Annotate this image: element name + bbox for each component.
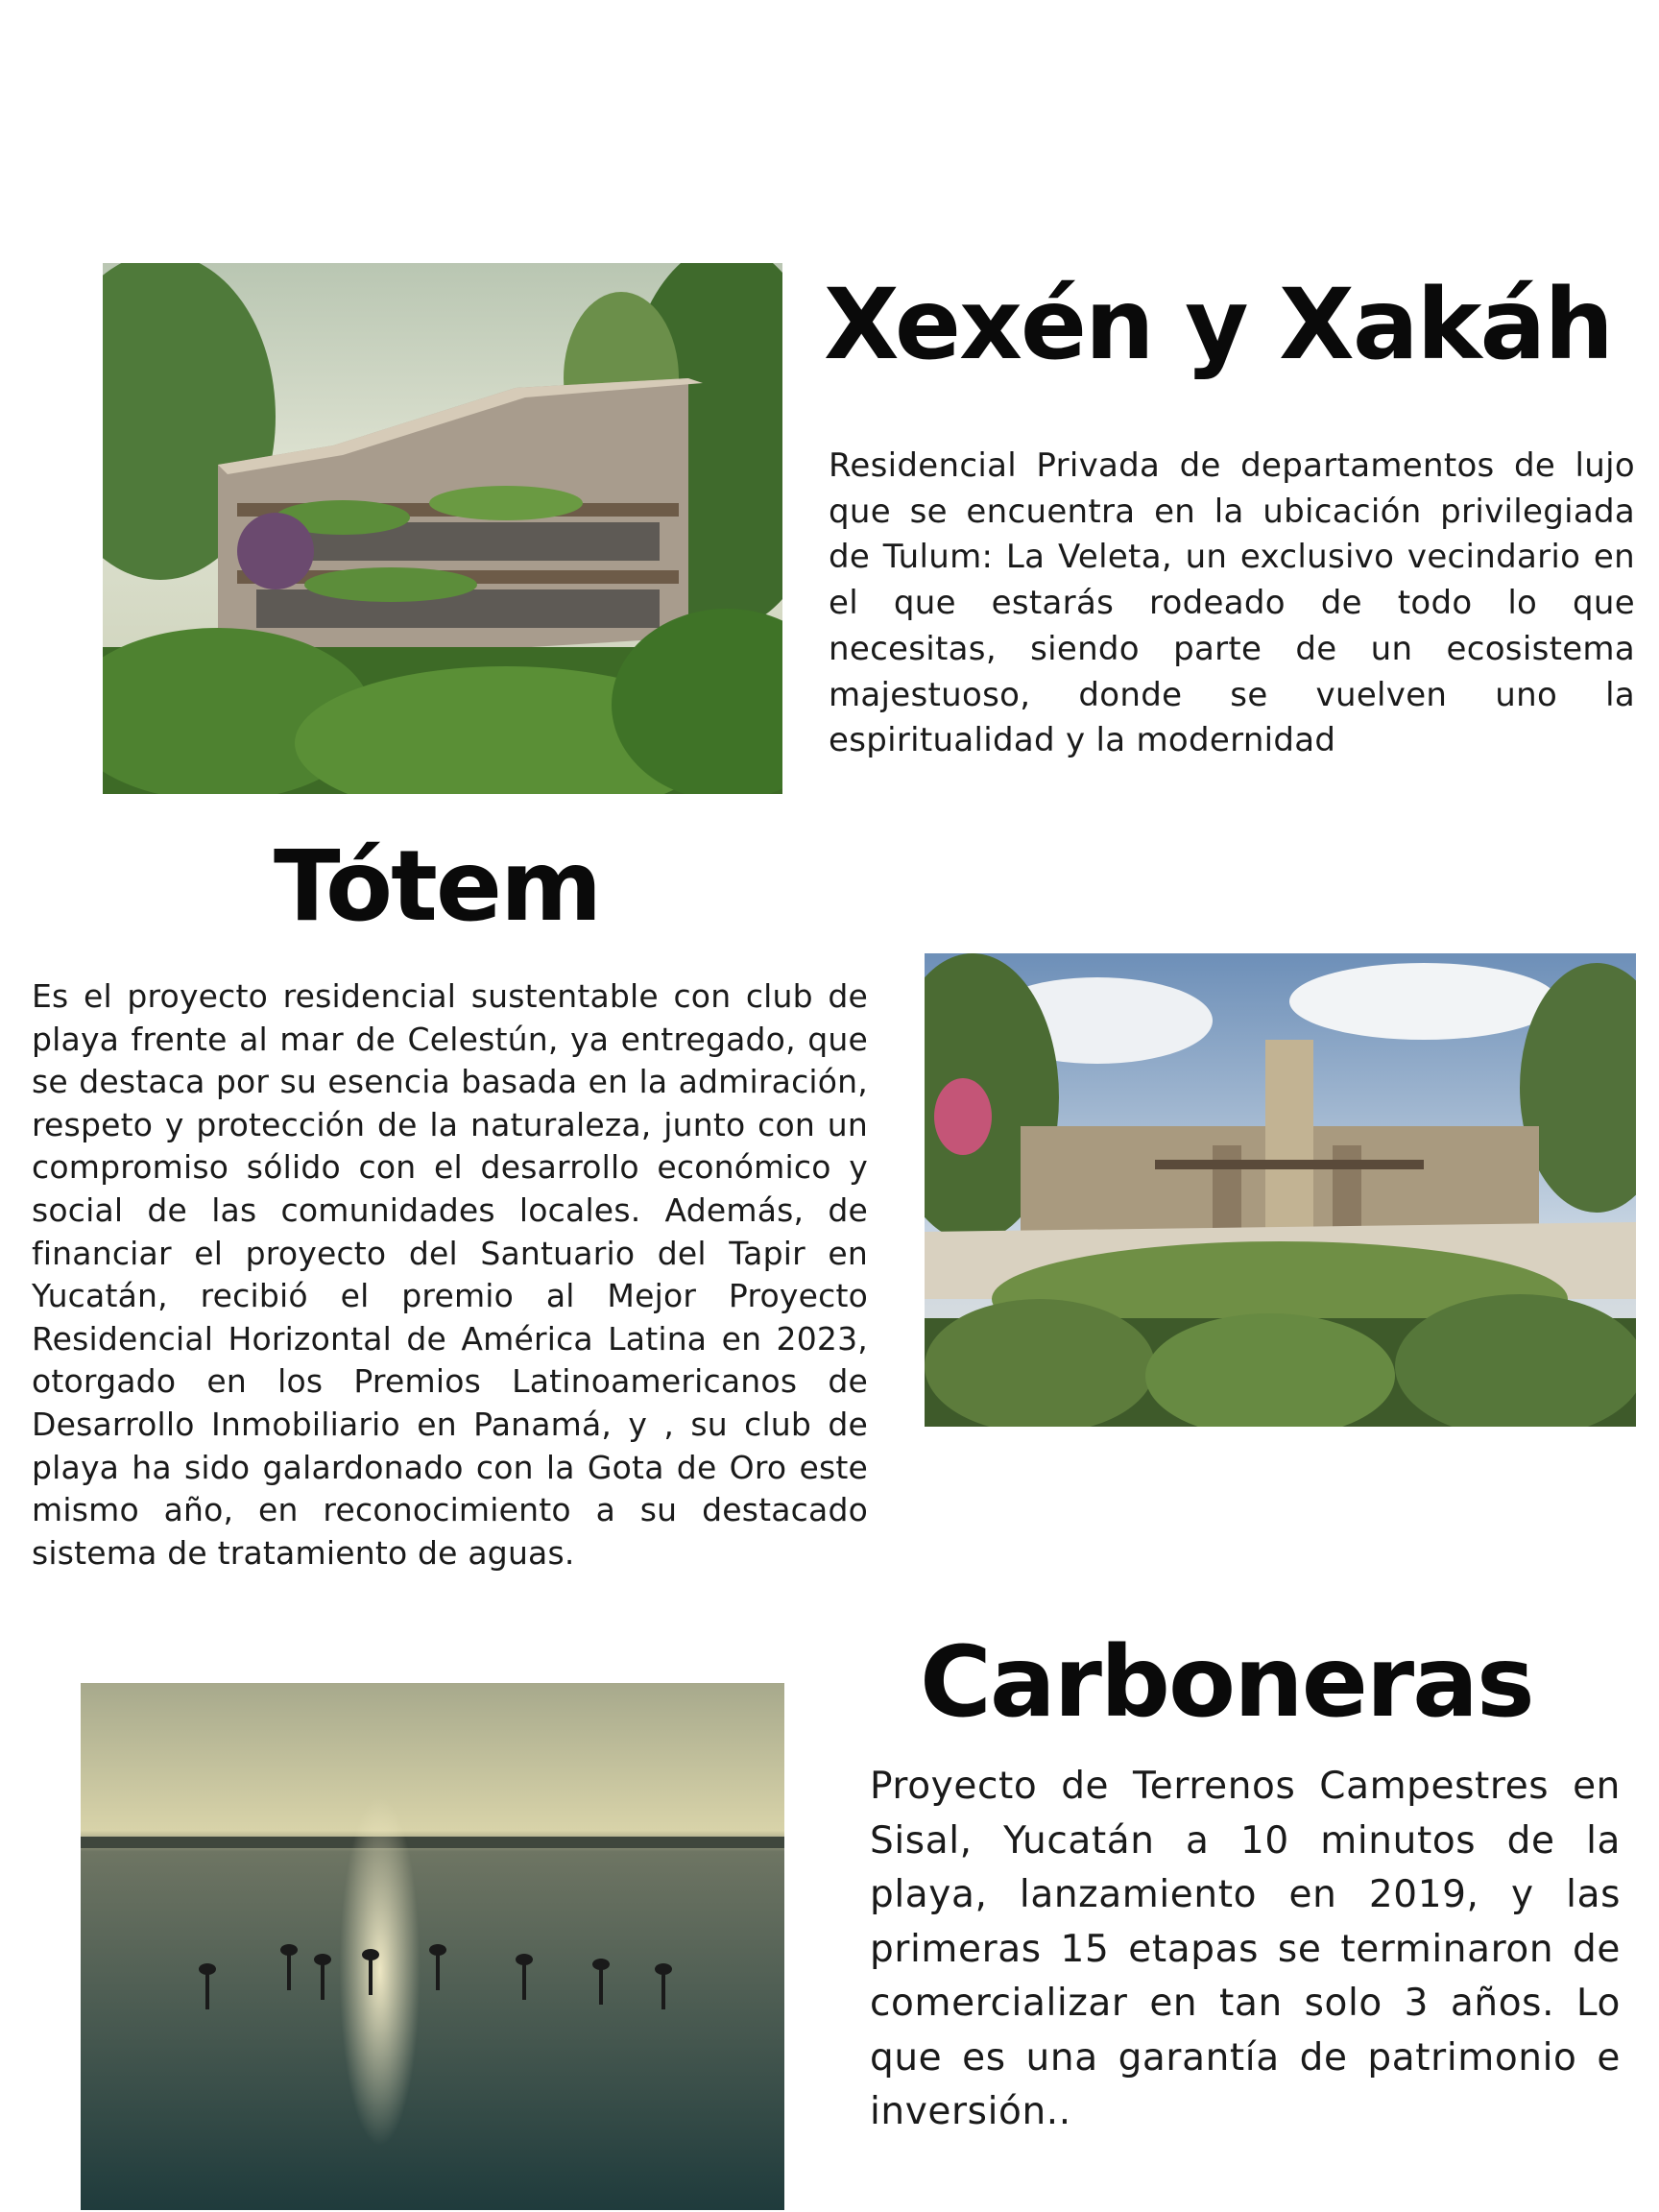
xexen-building-photo — [103, 263, 782, 794]
section-title-totem: Tótem — [274, 830, 601, 944]
section-description-carboneras: Proyecto de Terrenos Campestres en Sisal, Yucatán a 10 minutos de la playa, lanzamiento en 2019, y las primeras 15 etapas se terminaron de comercializar en tan solo 3 años. Lo que es una garantía de patrimonio e inversión.. — [870, 1765, 1621, 2133]
section-description-totem: Es el proyecto residencial sustentable con club de playa frente al mar de Celestún, ya entregado, que se destaca por su esencia basada en la admiración, respeto y protección de la naturaleza, junto con un compromiso sólido con el desarrollo económico y social de las comunidades locales. Además, de financiar el proyecto del Santuario del Tapir en Yucatán, recibió el premio al Mejor Proyecto Residencial Horizontal de América Latina en 2023, otorgado en los Premios Latinoamericanos de Desarrollo Inmobiliario en Panamá, y , su club de playa ha sido galardonado con la Gota de Oro este mismo año, en reconocimiento a su destacado sistema de tratamiento de aguas. — [32, 977, 868, 1572]
totem-entrance-photo — [925, 953, 1636, 1427]
section-title-carboneras: Carboneras — [920, 1625, 1533, 1740]
section-description-xexen: Residencial Privada de departamentos de lujo que se encuentra en la ubicación privilegiada de Tulum: La Veleta, un exclusivo vecindario en el que estarás rodeado de todo lo que necesitas, siendo parte de un ecosistema majestuoso, donde se vuelven uno la espiritualidad y la modernidad — [829, 446, 1635, 760]
section-title-xexen: Xexén y Xakáh — [824, 268, 1612, 382]
carboneras-flamingos-photo — [81, 1683, 784, 2210]
